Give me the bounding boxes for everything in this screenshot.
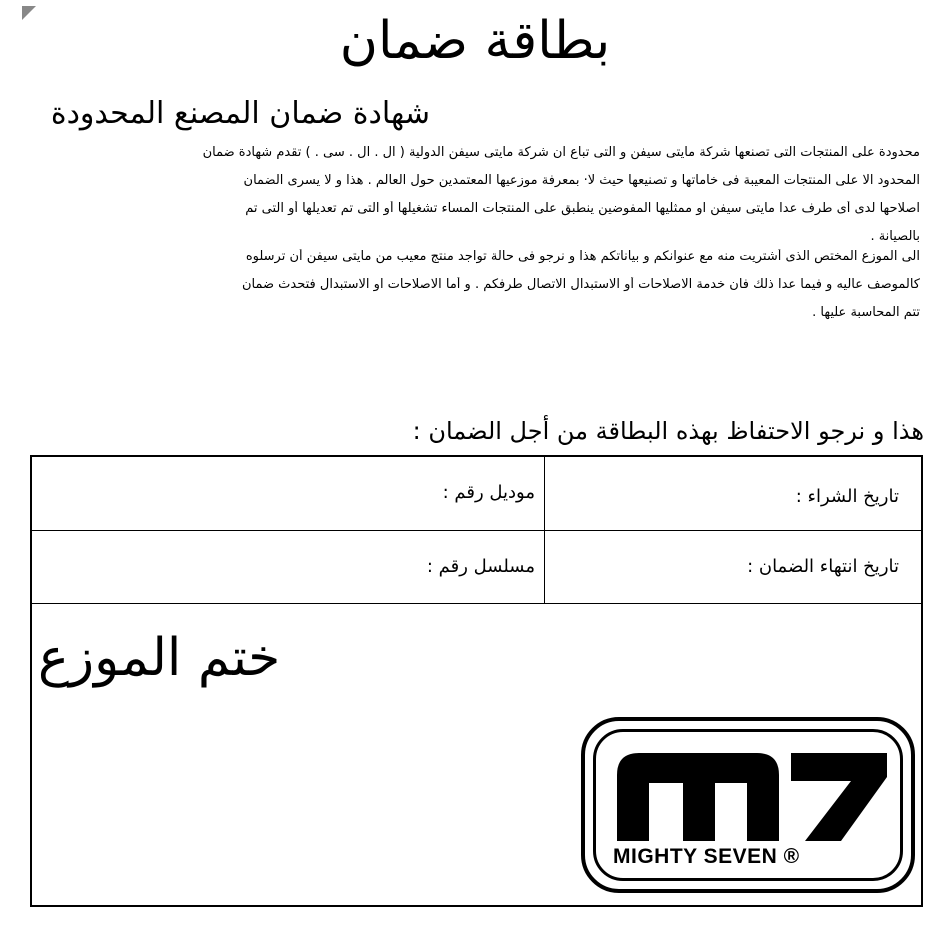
text-line: كالموصف عاليه و فيما عدا ذلك فان خدمة الاصلاحات أو الاستبدال الاتصال طرفكم . و أما الاصلاحات او الاستبدال فتحدث ضمان (241, 277, 920, 292)
model-number-label: موديل رقم : (442, 482, 535, 503)
form-row-divider (32, 530, 921, 531)
warranty-end-date-label: تاريخ انتهاء الضمان : (747, 556, 899, 577)
page-title: بطاقة ضمان (339, 11, 611, 71)
logo-caption: MIGHTY SEVEN ® (613, 845, 800, 868)
form-column-divider (544, 457, 545, 603)
purchase-date-label: تاريخ الشراء : (795, 486, 899, 507)
dealer-stamp-label: ختم الموزع (38, 628, 281, 688)
m7-logo-mark (607, 747, 897, 843)
serial-number-label: مسلسل رقم : (426, 556, 535, 577)
terms-paragraph-2 (32, 249, 920, 333)
terms-paragraph-1 (32, 145, 920, 249)
warranty-terms (32, 145, 920, 333)
warranty-form (30, 455, 923, 907)
form-row-divider (32, 603, 921, 604)
certificate-heading: شهادة ضمان المصنع المحدودة (50, 96, 430, 131)
text-line: اصلاحها لدى أى طرف عدا مايتى سيفن او ممثليها المفوضين ينطبق على المنتجات المساء تشغيلها أو التى تم تعديلها أو التى تم (245, 201, 920, 216)
text-line: تتم المحاسبة عليها . (812, 305, 920, 320)
text-line: الى الموزع المختص الذى أشتريت منه مع عنوانكم و بياناتكم هذا و نرجو فى حالة تواجد منتج معيب من مايتى سيفن أن ترسلوه (245, 249, 920, 264)
keep-card-note: هذا و نرجو الاحتفاظ بهذه البطاقة من أجل الضمان : (412, 417, 924, 445)
text-line: المحدود الا على المنتجات المعيبة فى خاماتها و تصنيعها حيث لا· بمعرفة موزعيها المعتمدين حول العالم . هذا و لا يسرى الضمان (243, 173, 920, 188)
text-line: بالصيانة . (870, 229, 920, 244)
mighty-seven-logo (581, 717, 915, 893)
text-line: محدودة على المنتجات التى تصنعها شركة مايتى سيفن و التى تباع ان شركة مايتى سيفن الدولية ( ال . ال . سى . ) تقدم شهادة ضمان (202, 145, 920, 160)
